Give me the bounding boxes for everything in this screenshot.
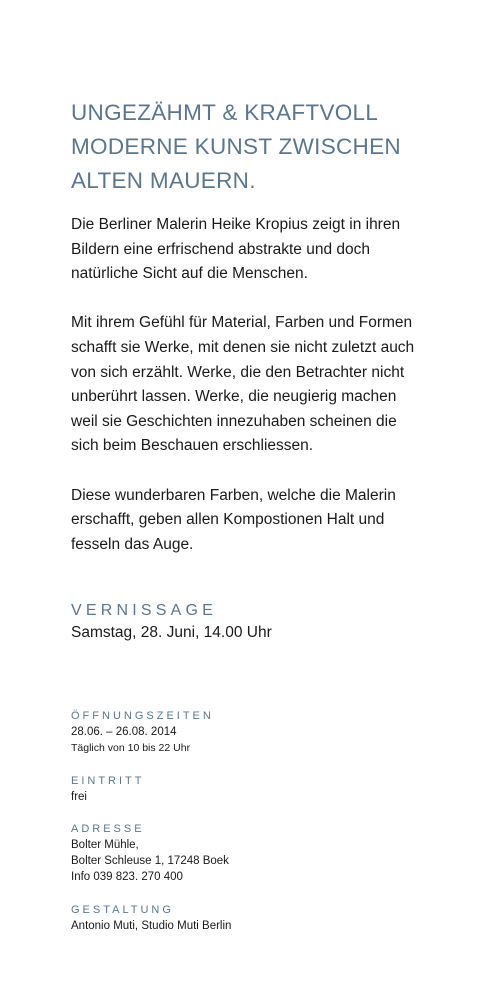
address-section xyxy=(71,821,471,885)
entry-label: EINTRITT xyxy=(71,775,145,787)
address-line-3: Info 039 823. 270 400 xyxy=(71,871,183,883)
headline-line-1: UNGEZÄHMT & KRAFTVOLL xyxy=(71,100,379,125)
design-value: Antonio Muti, Studio Muti Berlin xyxy=(71,920,232,932)
body-text xyxy=(71,213,481,582)
paragraph-line: Bildern eine erfrischend abstrakte und doch xyxy=(71,240,370,258)
paragraph-line: Mit ihrem Gefühl für Material, Farben und Formen xyxy=(71,314,413,332)
entry-value: frei xyxy=(71,791,87,803)
opening-hours-daily: Täglich von 10 bis 22 Uhr xyxy=(71,742,191,754)
paragraph-works xyxy=(71,311,481,459)
vernissage-section xyxy=(71,600,471,644)
paragraph-colors xyxy=(71,484,481,558)
vernissage-label: VERNISSAGE xyxy=(71,602,218,619)
entry-section xyxy=(71,773,471,805)
opening-hours-dates: 28.06. – 26.08. 2014 xyxy=(71,726,177,738)
design-label: GESTALTUNG xyxy=(71,904,174,916)
paragraph-line: fesseln das Auge. xyxy=(71,535,194,553)
paragraph-line: Diese wunderbaren Farben, welche die Malerin xyxy=(71,486,396,504)
paragraph-line: erschafft, geben allen Kompostionen Halt und xyxy=(71,511,385,529)
paragraph-intro xyxy=(71,213,481,287)
vernissage-date: Samstag, 28. Juni, 14.00 Uhr xyxy=(71,624,272,641)
headline-line-2: MODERNE KUNST ZWISCHEN xyxy=(71,134,401,159)
headline-line-3: ALTEN MAUERN. xyxy=(71,168,256,193)
paragraph-line: schafft sie Werke, mit denen sie nicht zuletzt auch xyxy=(71,338,415,356)
paragraph-line: unberührt lassen. Werke, die neugierig machen xyxy=(71,388,397,406)
address-line-1: Bolter Mühle, xyxy=(71,839,139,851)
paragraph-line: weil sie Geschichten innezuhaben scheinen die xyxy=(71,412,397,430)
paragraph-line: von sich erzählt. Werke, die den Betrachter nicht xyxy=(71,363,405,381)
paragraph-line: Die Berliner Malerin Heike Kropius zeigt in ihren xyxy=(71,216,401,233)
address-line-2: Bolter Schleuse 1, 17248 Boek xyxy=(71,855,229,867)
paragraph-line: natürliche Sicht auf die Menschen. xyxy=(71,265,308,283)
opening-hours-label: ÖFFNUNGSZEITEN xyxy=(71,710,214,722)
address-label: ADRESSE xyxy=(71,823,145,835)
design-section xyxy=(71,902,471,934)
paragraph-line: sich beim Beschauen erschliessen. xyxy=(71,437,314,455)
headline xyxy=(71,96,471,198)
opening-hours-section xyxy=(71,708,471,756)
